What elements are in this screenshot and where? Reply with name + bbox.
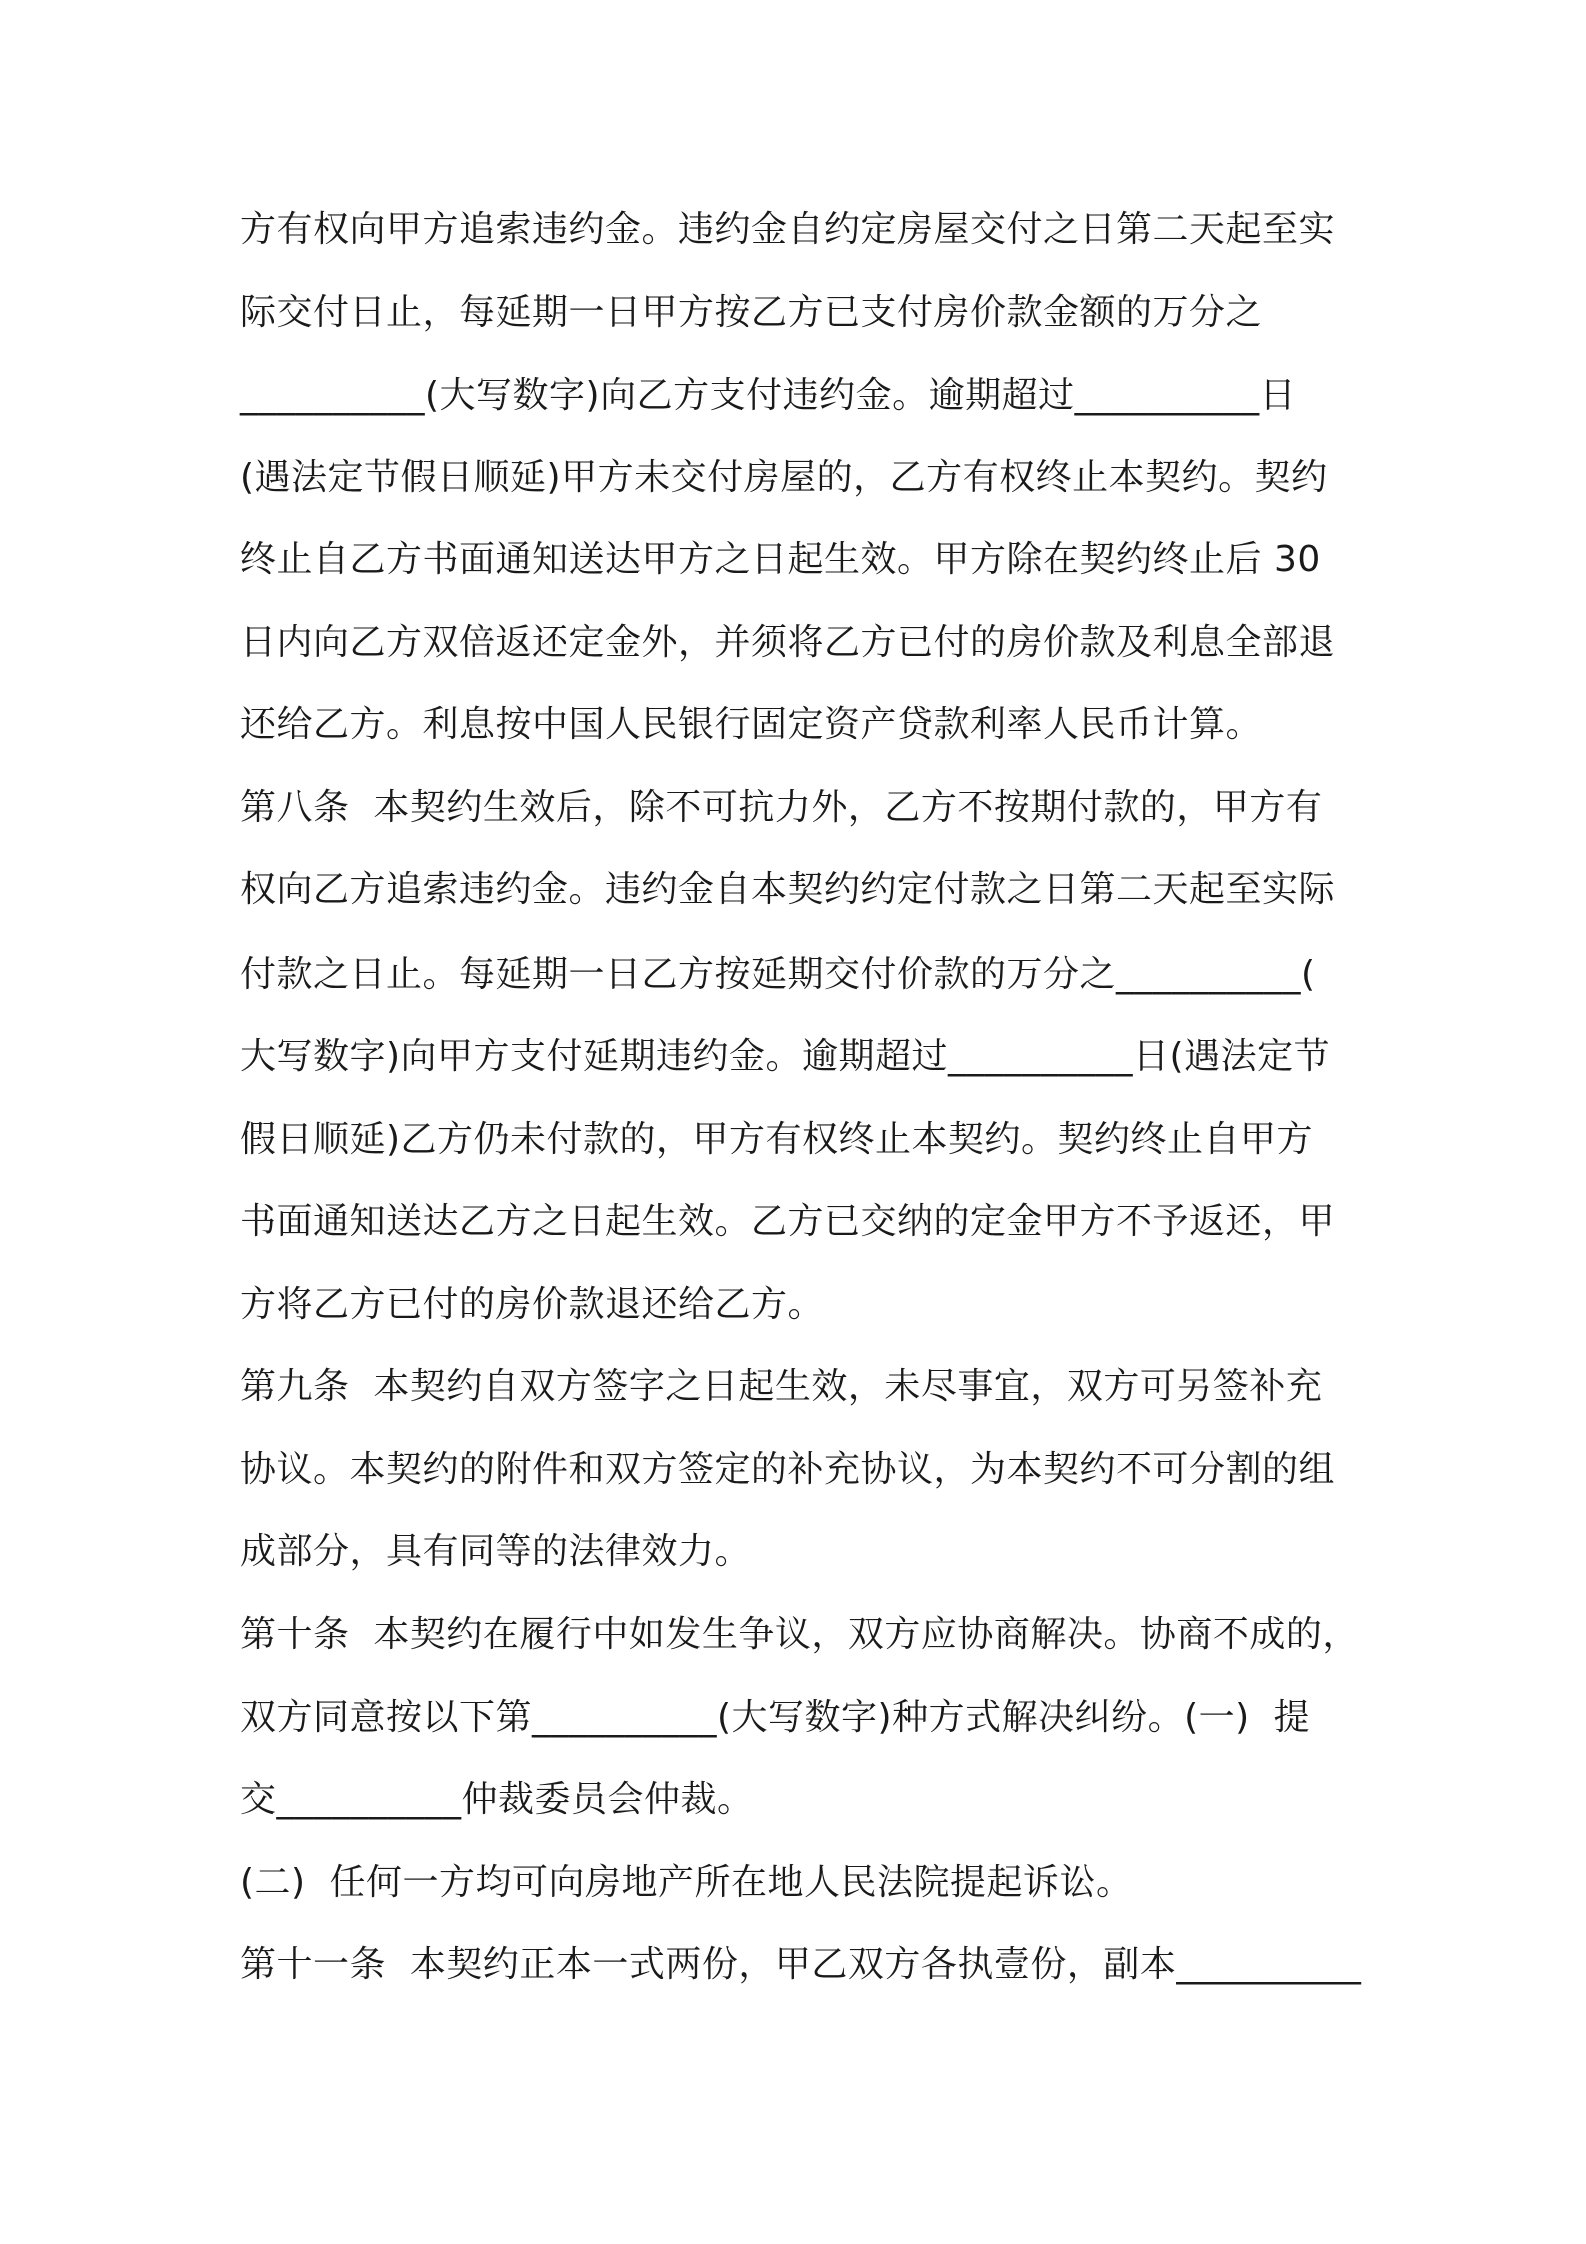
article-11-heading-line: 第十一条 本契约正本一式两份，甲乙双方各执壹份，副本__________ <box>240 1944 1362 1985</box>
text-line-14: 方将乙方已付的房价款退还给乙方。 <box>240 1284 825 1325</box>
text-line-7: 还给乙方。利息按中国人民银行固定资产贷款利率人民币计算。 <box>240 704 1263 745</box>
article-9-heading-line: 第九条 本契约自双方签字之日起生效，未尽事宜，双方可另签补充 <box>240 1366 1323 1407</box>
text-line-17: 成部分，具有同等的法律效力。 <box>240 1531 752 1572</box>
text-line-5: 终止自乙方书面通知送达甲方之日起生效。甲方除在契约终止后 30 <box>240 539 1321 580</box>
text-line-4: (遇法定节假日顺延)甲方未交付房屋的，乙方有权终止本契约。契约 <box>240 457 1328 498</box>
text-line-12: 假日顺延)乙方仍未付款的，甲方有权终止本契约。契约终止自甲方 <box>240 1119 1314 1160</box>
text-line-11: 大写数字)向甲方支付延期违约金。逾期超过__________日(遇法定节 <box>240 1036 1331 1077</box>
text-line-13: 书面通知送达乙方之日起生效。乙方已交纳的定金甲方不予返还，甲 <box>240 1201 1336 1242</box>
text-line-10: 付款之日止。每延期一日乙方按延期交付价款的万分之__________( <box>240 954 1316 995</box>
text-line-2: 际交付日止，每延期一日甲方按乙方已支付房价款金额的万分之 <box>240 292 1263 333</box>
text-line-3: __________(大写数字)向乙方支付违约金。逾期超过__________日 <box>240 375 1297 416</box>
text-line-16: 协议。本契约的附件和双方签定的补充协议，为本契约不可分割的组 <box>240 1449 1336 1490</box>
text-line-9: 权向乙方追索违约金。违约金自本契约约定付款之日第二天起至实际 <box>240 869 1336 910</box>
article-8-heading-line: 第八条 本契约生效后，除不可抗力外，乙方不按期付款的，甲方有 <box>240 787 1323 828</box>
article-10-heading-line: 第十条 本契约在履行中如发生争议，双方应协商解决。协商不成的， <box>240 1614 1359 1655</box>
text-line-6: 日内向乙方双倍返还定金外，并须将乙方已付的房价款及利息全部退 <box>240 622 1336 663</box>
text-line-1: 方有权向甲方追索违约金。违约金自约定房屋交付之日第二天起至实 <box>240 209 1336 250</box>
text-line-21: (二) 任何一方均可向房地产所在地人民法院提起诉讼。 <box>240 1862 1133 1903</box>
text-line-20: 交__________仲裁委员会仲裁。 <box>240 1779 754 1820</box>
text-line-19: 双方同意按以下第__________(大写数字)种方式解决纠纷。(一) 提 <box>240 1697 1311 1738</box>
